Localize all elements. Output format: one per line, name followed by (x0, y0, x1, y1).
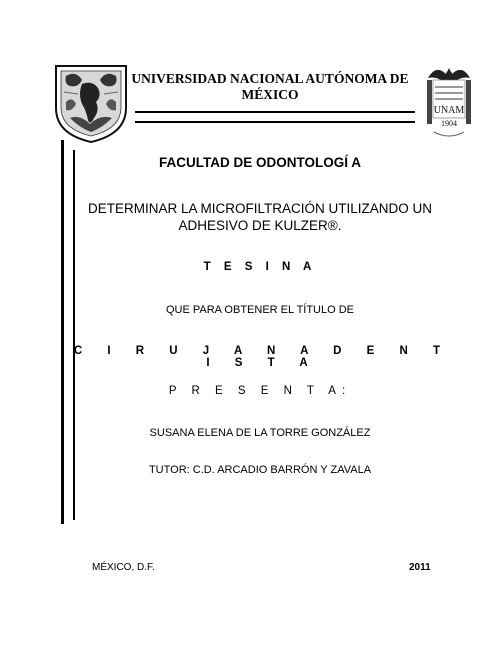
seal-year-text: 1904 (441, 119, 457, 128)
year-text: 2011 (409, 562, 431, 573)
faculty-name: FACULTAD DE ODONTOLOGÍ A (159, 155, 361, 170)
purpose-text: QUE PARA OBTENER EL TÍTULO DE (165, 304, 355, 316)
tutor-name: TUTOR: C.D. ARCADIO BARRÓN Y ZAVALA (148, 464, 372, 476)
document-type: T E S I N A (203, 261, 317, 273)
thesis-title: DETERMINAR LA MICROFILTRACIÓN UTILIZANDO UN ADHESIVO DE KULZER®. (87, 201, 433, 233)
faculty-seal-icon (424, 62, 474, 144)
seal-unam-text: UNAM (433, 105, 465, 116)
place-text: MÉXICO, D.F. (92, 562, 155, 573)
header-rule-top (135, 111, 415, 113)
degree-title: C I R U J A N A D E N T I S T A (73, 345, 447, 369)
university-name: UNIVERSIDAD NACIONAL AUTÓNOMA DE MÉXICO (131, 71, 409, 102)
author-name: SUSANA ELENA DE LA TORRE GONZÁLEZ (149, 427, 371, 439)
presents-text: P R E S E N T A: (168, 385, 352, 397)
unam-shield-icon (52, 62, 130, 144)
header-rule-bottom (135, 121, 415, 123)
